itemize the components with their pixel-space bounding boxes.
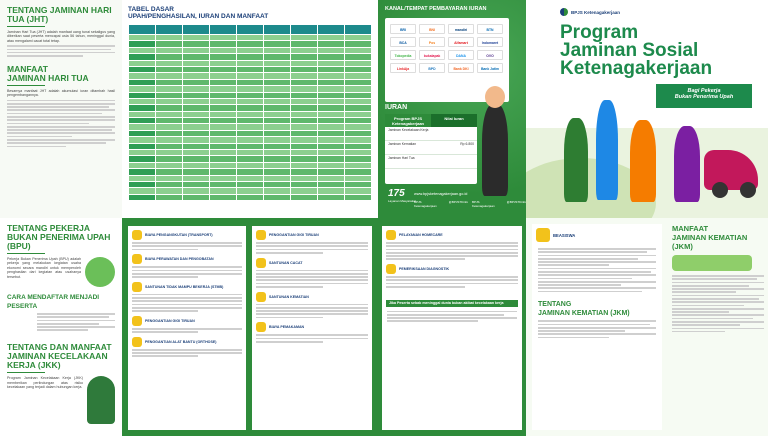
benefit-col-1 [128,226,246,430]
delivery-worker-illustration [85,257,115,287]
payment-logo-btn: BTN [477,24,503,34]
bpu-body: Pekerja Bukan Penerima Upah (BPU) adalah pekerja yang melakukan kegiatan usaha ekonomi secara mandiri untuk memperoleh penghasilan dari kegiatan atau usahanya tersebut. [7,257,81,279]
motorbike-wheel-icon [740,182,756,198]
iuran-header [385,114,477,127]
benefit-icon [256,292,266,302]
benefit-text-lines [132,349,242,357]
panel-cover [526,0,768,218]
iuran-program: Jaminan Kecelakaan Kerja [388,128,429,133]
iuran-col-program: Program BPJS Ketenagakerjaan [385,114,431,127]
contribution-table [128,24,372,201]
benefit-item [132,316,242,333]
benefit-col-2 [252,226,372,430]
payment-logo-bca: BCA [390,37,416,47]
table-title-line-1: TABEL DASAR [128,6,174,13]
manfaat-jht-body: Besarnya manfaat JHT adalah akumulasi iuran ditambah hasil pengembangannya. [7,88,115,98]
beasiswa-box [532,224,662,430]
money-illustration [672,255,752,271]
iuran-value: Rp 6.800 [460,142,474,147]
cover-title [560,24,712,78]
benefit-item [256,258,368,288]
benefit-item [256,292,368,319]
payment-logo-indomaret: Indomaret [477,37,503,47]
jkk-title [7,343,115,370]
benefit-text-lines [386,242,518,260]
panel-jht [0,0,122,218]
divider [7,26,45,27]
jkk-title-line-1: TENTANG DAN MANFAAT [7,342,112,353]
table-header-cell [156,25,183,35]
jkk-body: Program Jaminan Kecelakaan Kerja (JKK) memberikan perlindungan atas risiko kecelakaan yang terjadi dalam hubungan kerja. [7,376,83,389]
benefit-text-lines [132,328,242,333]
benefit-icon [132,337,142,347]
manfaat-jht-title [7,65,115,83]
benefit-title: PENGGANTIAN GIGI TIRUAN [269,233,319,237]
cara-text-lines [37,313,115,331]
social-links [414,200,526,208]
benefit-item [132,337,242,357]
benefit-item [132,282,242,312]
iuran-row [385,127,477,141]
iuran-card [385,104,477,184]
table-header-cell [129,25,156,35]
table-cell [318,194,345,200]
jkk-title-line-2: JAMINAN KECELAKAAN KERJA (JKK) [7,351,108,371]
bpu-title-line-2: BUKAN PENERIMA UPAH (BPU) [7,232,111,251]
table-title-line-2: UPAH/PENGHASILAN, IURAN DAN MANFAAT [128,13,269,20]
tentang-jkm-title [538,300,656,318]
payment-logo-alfamart: Alfamart [448,37,474,47]
tentang-jkm-line-1: TENTANG [538,301,572,309]
iuran-title: IURAN [385,104,408,111]
benefit-icon [132,230,142,240]
payment-logo-tokopedia: Tokopedia [390,50,416,60]
jkm-note: Jika Peserta sebab meninggal dunia bukan akibat kecelakaan kerja [386,300,518,307]
bank-logos [385,18,509,79]
table-cell [129,194,156,200]
table-header-cell [264,25,291,35]
bpjs-logo [560,8,620,16]
jht-text-lines [7,45,115,57]
benefit-icon [256,258,266,268]
payment-logo-ovo: OVO [477,50,503,60]
table-header-cell [318,25,345,35]
benefit-text-lines [256,334,368,342]
benefit-icon [386,264,396,274]
benefit-icon [386,230,396,240]
tentang-jkm-lines [532,320,662,338]
payment-logo-linkaja: LinkAja [390,63,416,73]
panel-pelayanan [378,218,526,436]
benefit-title: SANTUNAN KEMATIAN [269,294,309,299]
worker-2-illustration [596,100,618,200]
manfaat-title-line-2: JAMINAN HARI TUA [7,72,89,83]
logo-text: BPJS Ketenagakerjaan [571,9,621,15]
payment-logo-mandiri: mandiri [448,24,474,34]
worker-head [485,86,505,108]
jkm-title-line-2: JAMINAN KEMATIAN (JKM) [672,233,748,251]
benefit-text-lines [132,294,242,312]
jht-title-line-1: TENTANG JAMINAN HARI [7,5,112,15]
table-cell [345,194,372,200]
table-header-cell [183,25,210,35]
social-link[interactable]: @BPJSTKinfo [448,200,468,204]
tentang-jkm-line-2: JAMINAN KEMATIAN (JKM) [538,310,630,318]
benefit-title: PENGGANTIAN GIGI TIRUAN [145,318,195,323]
benefit-icon [256,322,266,332]
iuran-row [385,141,477,155]
logo-mark-icon [560,8,568,16]
payment-logo-bank-dki: Bank DKI [448,63,474,73]
benefit-title: BIAYA PERAWATAN DAN PENGOBATAN [145,257,214,262]
benefit-item [256,322,368,342]
table-header-cell [291,25,318,35]
cara-title: CARA MENDAFTAR MENJADI PESERTA [7,294,100,310]
cover-title-line-2: Jaminan Sosial [560,40,699,61]
iuran-program: Jaminan Kematian [388,142,417,147]
payment-logo-bank-jatim: Bank Jatim [477,63,503,73]
cover-title-line-3: Ketenagakerjaan [560,58,713,79]
panel-benefits [122,218,378,436]
jht-title [7,6,115,24]
payment-logo-bpd: BPD [419,63,445,73]
motorbike-wheel-icon [712,182,728,198]
beasiswa-text-lines [532,248,662,292]
iuran-row [385,155,477,169]
table-row [129,194,372,200]
panel-jkm [526,218,768,436]
call-number: 175 [388,188,405,199]
benefit-text-lines [132,266,242,278]
benefit-icon [256,230,266,240]
benefit-title: BIAYA PEMAKAMAN [269,325,305,330]
manfaat-title-line-1: MANFAAT [7,63,48,74]
table-title [128,6,372,20]
payment-logo-bri: BRI [390,24,416,34]
benefit-item [386,230,518,260]
beasiswa-title: BEASISWA [553,232,576,238]
social-link[interactable]: BPJS Ketenagakerjaan [414,200,437,208]
social-link[interactable]: BPJS Ketenagakerjaan [472,200,495,208]
cover-ribbon [656,84,752,108]
jkm-title-line-1: MANFAAT [672,224,709,233]
call-center [388,188,416,203]
divider [7,85,45,86]
benefit-icon [132,282,142,292]
manfaat-text-lines [7,100,115,148]
benefit-text-lines [386,276,518,288]
pelayanan-col [382,226,522,430]
kanal-title: KANAL/TEMPAT PEMBAYARAN IURAN [385,6,487,12]
benefit-item [132,230,242,250]
panel-table [122,0,378,218]
ribbon-line-1: Bagi Pekerja [687,88,721,94]
benefit-title: SANTUNAN CACAT [269,260,303,265]
cover-title-line-1: Program [560,22,639,43]
divider [7,253,45,254]
payment-logo-dana: DANA [448,50,474,60]
benefit-text-lines [132,242,242,250]
worker-helmet-illustration [87,376,115,424]
divider [7,372,45,373]
benefit-text-lines [256,242,368,254]
bpu-title [7,224,115,251]
table-cell [264,194,291,200]
jkm-manfaat-title [672,224,764,251]
table-cell [237,194,264,200]
benefit-item [132,254,242,278]
benefit-item [386,264,518,288]
benefit-text-lines [256,270,368,288]
table-cell [183,194,210,200]
table-header-cell [210,25,237,35]
benefit-icon [132,254,142,264]
worker-helmet-illustration [564,118,588,202]
panel-bpu [0,218,122,436]
benefit-title: BIAYA PENGANGKUTAN (TRANSPORT) [145,233,213,237]
website-link[interactable]: www.bpjsketenagakerjaan.go.id [414,192,468,196]
table-header-cell [345,25,372,35]
worker-4-illustration [674,126,700,202]
panel-payment [378,0,526,218]
benefit-title: PELAYANAN HOMECARE [399,233,443,237]
note-text-lines [382,311,522,323]
ribbon-line-2: Bukan Penerima Upah [674,94,734,100]
benefit-icon [132,316,142,326]
jht-body: Jaminan Hari Tua (JHT) adalah manfaat uang tunai sekaligus yang diberikan saat peserta mencapai usia 56 tahun, meninggal dunia, atau mengalami cacat total tetap. [7,30,115,43]
benefit-list [128,226,246,365]
payment-logo-bni: BNI [419,24,445,34]
benefit-title: PENGGANTIAN ALAT BANTU (ORTHOSE) [145,339,217,344]
call-label: Layanan Masyarakat [388,199,416,203]
pelayanan-list [382,226,522,296]
iuran-rows [385,127,477,169]
graduation-cap-icon [536,228,550,242]
benefit-item [256,230,368,254]
jkm-manfaat [672,224,764,430]
benefit-title: SANTUNAN TIDAK MAMPU BEKERJA (STMB) [145,284,224,289]
santunan-list [252,226,372,351]
table-cell [291,194,318,200]
payment-logo-pos: Pos [419,37,445,47]
benefit-text-lines [256,304,368,319]
table-cell [156,194,183,200]
table-cell [210,194,237,200]
iuran-col-nilai: Nilai Iuran [431,114,477,127]
jkm-text-lines [672,275,764,332]
benefit-title: PEMERIKSAAN DIAGNOSTIK [399,267,450,272]
iuran-program: Jaminan Hari Tua [388,156,415,161]
social-link[interactable]: @BPJSTKinfo [506,200,526,204]
jht-title-line-2: TUA (JHT) [7,14,49,24]
bpu-title-line-1: TENTANG PEKERJA [7,223,90,233]
worker-3-illustration [630,120,656,202]
table-header-cell [237,25,264,35]
worker-illustration [482,104,508,196]
contribution-table-grid [128,24,372,201]
payment-logo-bukalapak: bukalapak [419,50,445,60]
